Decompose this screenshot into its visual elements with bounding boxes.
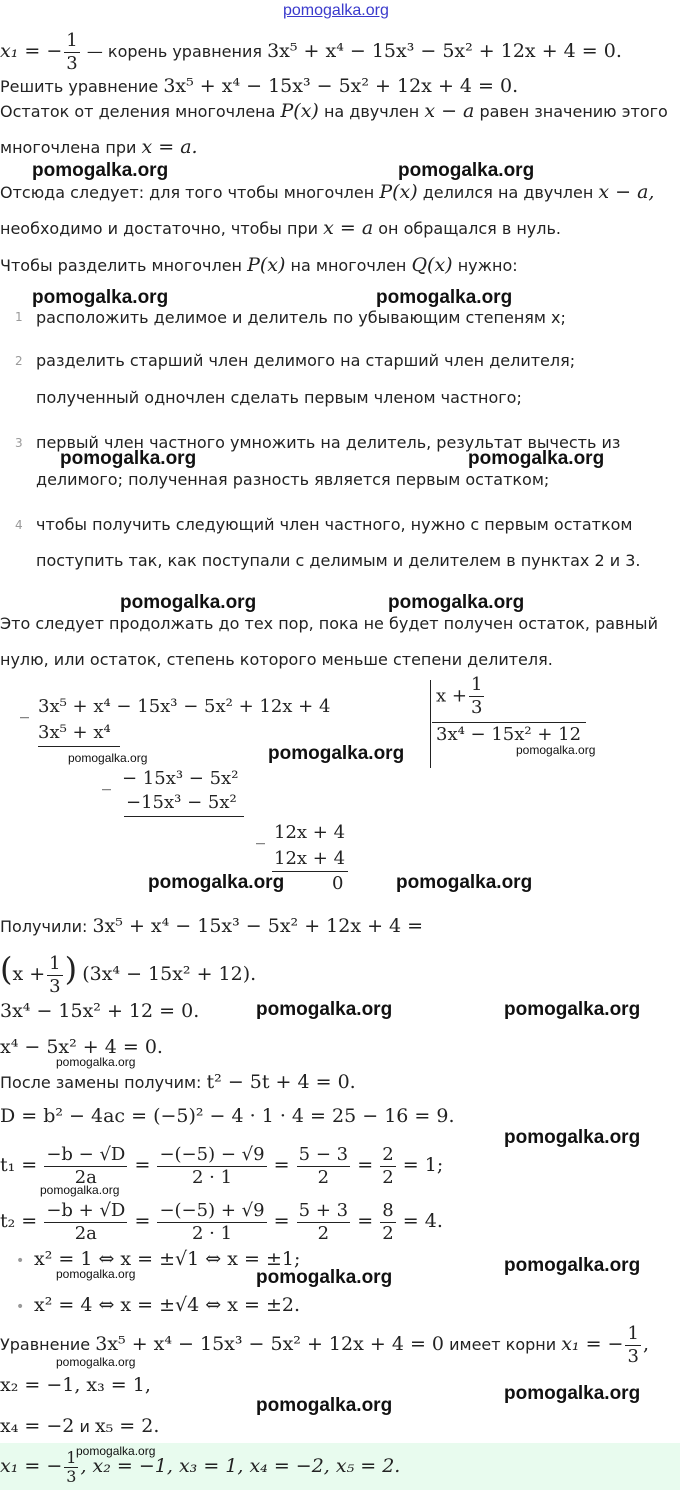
answer-line xyxy=(0,1445,400,1487)
minus-sign: _ xyxy=(20,698,29,719)
solve-label: Решить уравнение xyxy=(0,77,159,96)
math: , xyxy=(642,1333,649,1355)
subtrahend-1: 3x⁵ + x⁴ xyxy=(38,722,111,743)
step-number: 4 xyxy=(15,518,23,532)
watermark[interactable]: pomogalka.org xyxy=(468,448,605,469)
intro-fraction xyxy=(64,30,79,75)
math: x² = 1 ⇔ x = ±√1 ⇔ x = ±1; xyxy=(34,1248,301,1270)
frac-den: 2 xyxy=(382,1223,394,1244)
watermark[interactable]: pomogalka.org xyxy=(32,287,169,308)
math: x₅ = 2. xyxy=(94,1415,160,1437)
fraction xyxy=(625,1323,640,1368)
remainder-line-2 xyxy=(0,136,198,159)
roots-line-2 xyxy=(0,1374,151,1397)
frac-num: −(−5) − √9 xyxy=(159,1144,265,1165)
watermark[interactable]: pomogalka.org xyxy=(396,872,533,893)
math: = 4. xyxy=(402,1210,443,1232)
remainder-line-1 xyxy=(0,100,668,123)
frac-num: 1 xyxy=(66,1448,77,1467)
long-division xyxy=(0,674,680,894)
watermark[interactable]: pomogalka.org xyxy=(504,1383,641,1404)
math: t₁ = xyxy=(0,1154,38,1176)
math: x⁴ − 5x² + 4 = 0. xyxy=(0,1036,163,1058)
watermark[interactable]: pomogalka.org xyxy=(268,743,405,764)
fraction xyxy=(157,1200,266,1245)
math: (3x⁴ − 15x² + 12). xyxy=(82,963,257,985)
equals: = xyxy=(273,1154,290,1176)
text: многочлена при xyxy=(0,138,137,157)
text: равен значению этого xyxy=(479,102,668,121)
continue-line-2: нулю, или остаток, степень которого меньше степени делителя. xyxy=(0,650,553,669)
intro-frac-den: 3 xyxy=(66,53,78,74)
divisor xyxy=(436,674,486,719)
equals: = xyxy=(134,1210,151,1232)
text: необходимо и достаточно, чтобы при xyxy=(0,219,319,238)
watermark-top[interactable]: pomogalka.org xyxy=(283,2,389,19)
text: на двучлен xyxy=(323,102,420,121)
step-text: полученный одночлен сделать первым членом частного; xyxy=(36,388,522,407)
divisor-rule xyxy=(432,722,586,723)
math: , x₂ = −1, x₃ = 1, x₄ = −2, x₅ = 2. xyxy=(80,1455,401,1477)
intro-text: — корень уравнения xyxy=(86,42,262,61)
math-p: P(x) xyxy=(247,254,286,276)
math-x-eq-a: x = a. xyxy=(141,136,198,158)
solve-equation: 3x⁵ + x⁴ − 15x³ − 5x² + 12x + 4 = 0. xyxy=(163,75,519,97)
factor-fraction xyxy=(47,953,62,998)
math-xa: x − a, xyxy=(598,181,655,203)
intro-x1: x₁ = − xyxy=(0,40,63,62)
paren-close: ) xyxy=(64,950,78,988)
watermark[interactable]: pomogalka.org xyxy=(120,592,257,613)
bullet-icon: • xyxy=(16,1253,25,1269)
watermark[interactable]: pomogalka.org xyxy=(76,1444,156,1458)
math: x₁ = − xyxy=(561,1333,624,1355)
math: 3x⁵ + x⁴ − 15x³ − 5x² + 12x + 4 = 0 xyxy=(95,1333,444,1355)
math: t₂ = xyxy=(0,1210,38,1232)
math: t² − 5t + 4 = 0. xyxy=(206,1071,356,1093)
watermark[interactable]: pomogalka.org xyxy=(504,999,641,1020)
divisor-bar xyxy=(430,680,431,768)
text: Остаток от деления многочлена xyxy=(0,102,276,121)
fraction xyxy=(380,1200,395,1245)
watermark[interactable]: pomogalka.org xyxy=(504,1127,641,1148)
step-number: 1 xyxy=(15,310,23,324)
division-rule xyxy=(124,816,244,817)
text: и xyxy=(79,1417,90,1436)
intro-line xyxy=(0,30,622,74)
math: = 1; xyxy=(402,1154,444,1176)
frac-den: 2a xyxy=(74,1167,97,1188)
watermark[interactable]: pomogalka.org xyxy=(40,1183,120,1197)
t2-line xyxy=(0,1196,443,1246)
frac-den: 3 xyxy=(627,1346,639,1367)
fraction xyxy=(297,1144,350,1189)
step-text: делимого; полученная разность является первым остатком; xyxy=(36,470,550,489)
text: нужно: xyxy=(457,256,518,275)
subst-line xyxy=(0,1071,356,1094)
watermark[interactable]: pomogalka.org xyxy=(516,743,596,757)
math: 3x⁴ − 15x² + 12 = 0. xyxy=(0,1000,200,1022)
got-line xyxy=(0,915,423,938)
frac-num: 1 xyxy=(49,953,61,974)
equals: = xyxy=(357,1154,374,1176)
paren-open: ( xyxy=(0,950,13,988)
continue-line-1: Это следует продолжать до тех пор, пока не будет получен остаток, равный xyxy=(0,614,658,633)
watermark[interactable]: pomogalka.org xyxy=(32,160,169,181)
text: на многочлен xyxy=(290,256,407,275)
text: Получили: xyxy=(0,917,88,936)
watermark[interactable]: pomogalka.org xyxy=(256,1395,393,1416)
fraction xyxy=(380,1144,395,1189)
math: D = b² − 4ac = (−5)² − 4 · 1 · 4 = 25 − 16 = 9. xyxy=(0,1105,455,1127)
math-xa: x − a xyxy=(424,100,475,122)
factored-line xyxy=(0,944,257,997)
watermark[interactable]: pomogalka.org xyxy=(56,1355,136,1369)
remainder-2: 12x + 4 xyxy=(274,822,346,843)
step-text: чтобы получить следующий член частного, нужно с первым остатком xyxy=(36,515,633,534)
eq1-line xyxy=(0,1000,199,1023)
text: Отсюда следует: для того чтобы многочлен xyxy=(0,183,375,202)
watermark[interactable]: pomogalka.org xyxy=(56,1267,136,1281)
frac-num: −b − √D xyxy=(46,1144,126,1165)
remainder-final: 0 xyxy=(332,873,344,894)
frac-num: 8 xyxy=(382,1200,394,1221)
follows-line-2 xyxy=(0,217,561,240)
frac-num: 1 xyxy=(627,1323,639,1344)
text: После замены получим: xyxy=(0,1073,202,1092)
follows-line-1 xyxy=(0,181,654,204)
math: x + xyxy=(12,963,46,985)
divisor-fraction xyxy=(469,674,484,719)
frac-den: 2 · 1 xyxy=(191,1167,233,1188)
watermark[interactable]: pomogalka.org xyxy=(398,160,535,181)
text: делился на двучлен xyxy=(422,183,594,202)
equals: = xyxy=(273,1210,290,1232)
math-x-eq-a: x = a xyxy=(323,217,374,239)
step-text: первый член частного умножить на делитель, результат вычесть из xyxy=(36,433,621,452)
fraction xyxy=(44,1200,127,1245)
watermark[interactable]: pomogalka.org xyxy=(376,287,513,308)
math: 3x⁵ + x⁴ − 15x³ − 5x² + 12x + 4 = xyxy=(92,915,424,937)
step-text: поступить так, как поступали с делимым и делителем в пунктах 2 и 3. xyxy=(36,551,641,570)
watermark[interactable]: pomogalka.org xyxy=(256,999,393,1020)
discriminant-line xyxy=(0,1105,455,1128)
step-text: разделить старший член делимого на старший член делителя; xyxy=(36,351,576,370)
frac-den: 2 xyxy=(317,1167,330,1188)
math: x₂ = −1, x₃ = 1, xyxy=(0,1374,151,1396)
math-p: P(x) xyxy=(379,181,418,203)
divide-line xyxy=(0,254,518,277)
math-p: P(x) xyxy=(280,100,319,122)
frac-den: 2 · 1 xyxy=(191,1223,233,1244)
dividend: 3x⁵ + x⁴ − 15x³ − 5x² + 12x + 4 xyxy=(38,696,331,717)
division-rule xyxy=(38,746,120,747)
step-number: 3 xyxy=(15,436,23,450)
remainder-1: − 15x³ − 5x² xyxy=(122,768,239,789)
watermark[interactable]: pomogalka.org xyxy=(60,448,197,469)
bullet-line-2 xyxy=(34,1294,300,1317)
bullet-icon: • xyxy=(16,1299,25,1315)
frac-num: 1 xyxy=(470,674,483,695)
watermark[interactable]: pomogalka.org xyxy=(148,872,285,893)
math-q: Q(x) xyxy=(411,254,453,276)
step-text: расположить делимое и делитель по убывающим степеням x; xyxy=(36,308,566,327)
frac-den: 3 xyxy=(470,697,483,718)
fraction xyxy=(297,1200,350,1245)
subtrahend-2: −15x³ − 5x² xyxy=(126,792,237,813)
frac-num: 5 − 3 xyxy=(298,1144,349,1165)
frac-num: 2 xyxy=(382,1144,394,1165)
equals: = xyxy=(134,1154,151,1176)
solve-line xyxy=(0,75,518,98)
frac-num: −(−5) + √9 xyxy=(159,1200,265,1221)
quotient: 3x⁴ − 15x² + 12 xyxy=(436,724,582,745)
watermark[interactable]: pomogalka.org xyxy=(56,1055,136,1069)
math: x² = 4 ⇔ x = ±√4 ⇔ x = ±2. xyxy=(34,1294,301,1316)
text: Чтобы разделить многочлен xyxy=(0,256,242,275)
watermark[interactable]: pomogalka.org xyxy=(256,1267,393,1288)
fraction xyxy=(157,1144,266,1189)
step-number: 2 xyxy=(15,354,23,368)
equals: = xyxy=(357,1210,374,1232)
math: x₁ = − xyxy=(0,1455,63,1477)
watermark[interactable]: pomogalka.org xyxy=(388,592,525,613)
text: Уравнение xyxy=(0,1335,91,1354)
watermark[interactable]: pomogalka.org xyxy=(504,1255,641,1276)
frac-den: 3 xyxy=(49,976,61,997)
minus-sign: _ xyxy=(102,770,111,791)
frac-den: 2a xyxy=(74,1223,97,1244)
frac-den: 2 xyxy=(382,1167,394,1188)
text: он обращался в нуль. xyxy=(378,219,562,238)
subtrahend-3: 12x + 4 xyxy=(274,848,346,869)
frac-num: 5 + 3 xyxy=(298,1200,349,1221)
minus-sign: _ xyxy=(256,824,265,845)
intro-frac-num: 1 xyxy=(66,30,78,51)
frac-den: 2 xyxy=(317,1223,330,1244)
text: имеет корни xyxy=(449,1335,557,1354)
roots-line-3 xyxy=(0,1415,159,1438)
math: x₄ = −2 xyxy=(0,1415,75,1437)
intro-equation: 3x⁵ + x⁴ − 15x³ − 5x² + 12x + 4 = 0. xyxy=(267,40,622,62)
frac-den: 3 xyxy=(66,1467,77,1486)
divisor-x: x + xyxy=(436,685,467,707)
frac-num: −b + √D xyxy=(46,1200,126,1221)
watermark[interactable]: pomogalka.org xyxy=(68,751,148,765)
